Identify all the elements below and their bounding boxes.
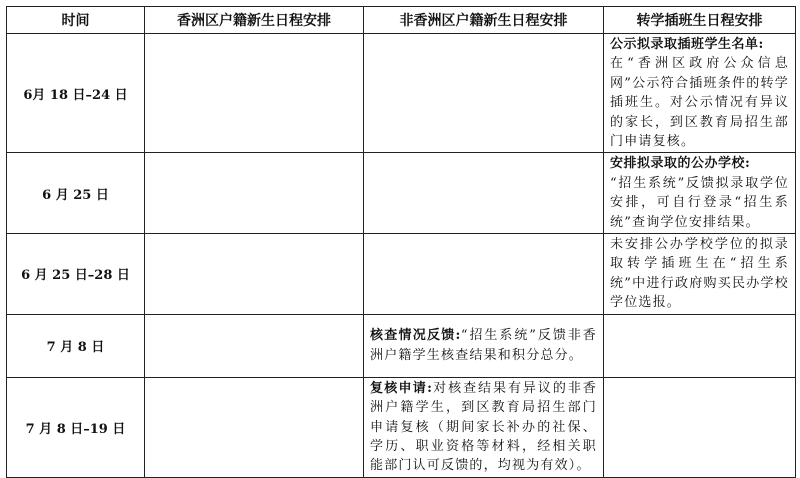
non-xiangzhou-cell <box>364 34 604 153</box>
header-transfer: 转学插班生日程安排 <box>604 7 796 34</box>
xiangzhou-cell <box>145 153 364 234</box>
non-xiangzhou-heading: 核查情况反馈: <box>370 328 461 344</box>
time-cell: 7 月 8 日 <box>7 314 145 377</box>
time-cell: 7 月 8 日–19 日 <box>7 377 145 477</box>
header-xiangzhou: 香洲区户籍新生日程安排 <box>145 7 364 34</box>
non-xiangzhou-cell <box>364 234 604 315</box>
transfer-text: “招生系统”反馈拟录取学位安排，可自行登录“招生系统”查询学位安排结果。 <box>610 175 789 230</box>
non-xiangzhou-heading: 复核申请: <box>370 380 433 396</box>
non-xiangzhou-cell <box>364 153 604 234</box>
transfer-heading: 公示拟录取插班学生名单: <box>610 37 764 52</box>
transfer-cell <box>604 377 796 477</box>
non-xiangzhou-cell <box>364 314 604 377</box>
transfer-cell <box>604 153 796 234</box>
non-xiangzhou-cell <box>364 377 604 477</box>
transfer-heading: 安排拟录取的公办学校: <box>610 156 751 172</box>
schedule-table <box>6 6 796 478</box>
xiangzhou-cell <box>145 234 364 315</box>
transfer-text: 未安排公办学校学位的拟录取转学插班生在“招生系统”中进行政府购买民办学校学位选报。 <box>610 237 789 311</box>
non-xiangzhou-text: “招生系统”反馈非香洲户籍学生核查结果和积分总分。 <box>370 328 597 363</box>
header-row <box>7 7 796 34</box>
non-xiangzhou-text: 对核查结果有异议的非香洲户籍学生，到区教育局招生部门申请复核（期间家长补办的社保、学历、职业资格等材料，经相关职能部门认可反馈的，均视为有效）。 <box>370 380 597 474</box>
xiangzhou-cell <box>145 34 364 153</box>
table-row <box>7 34 796 153</box>
transfer-text: 在“香洲区政府公众信息网”公示符合插班条件的转学插班生。对公示情况有异议的家长，到区教育局招生部门申请复核。 <box>610 56 789 150</box>
transfer-cell <box>604 314 796 377</box>
transfer-cell <box>604 34 796 153</box>
transfer-cell <box>604 234 796 315</box>
table-row <box>7 153 796 234</box>
header-time: 时间 <box>7 7 145 34</box>
table-row <box>7 314 796 377</box>
header-non-xiangzhou: 非香洲区户籍新生日程安排 <box>364 7 604 34</box>
time-cell: 6月 18 日–24 日 <box>7 34 145 153</box>
time-cell: 6 月 25 日 <box>7 153 145 234</box>
xiangzhou-cell <box>145 314 364 377</box>
time-cell: 6 月 25 日–28 日 <box>7 234 145 315</box>
table-row <box>7 377 796 477</box>
xiangzhou-cell <box>145 377 364 477</box>
table-row <box>7 234 796 315</box>
